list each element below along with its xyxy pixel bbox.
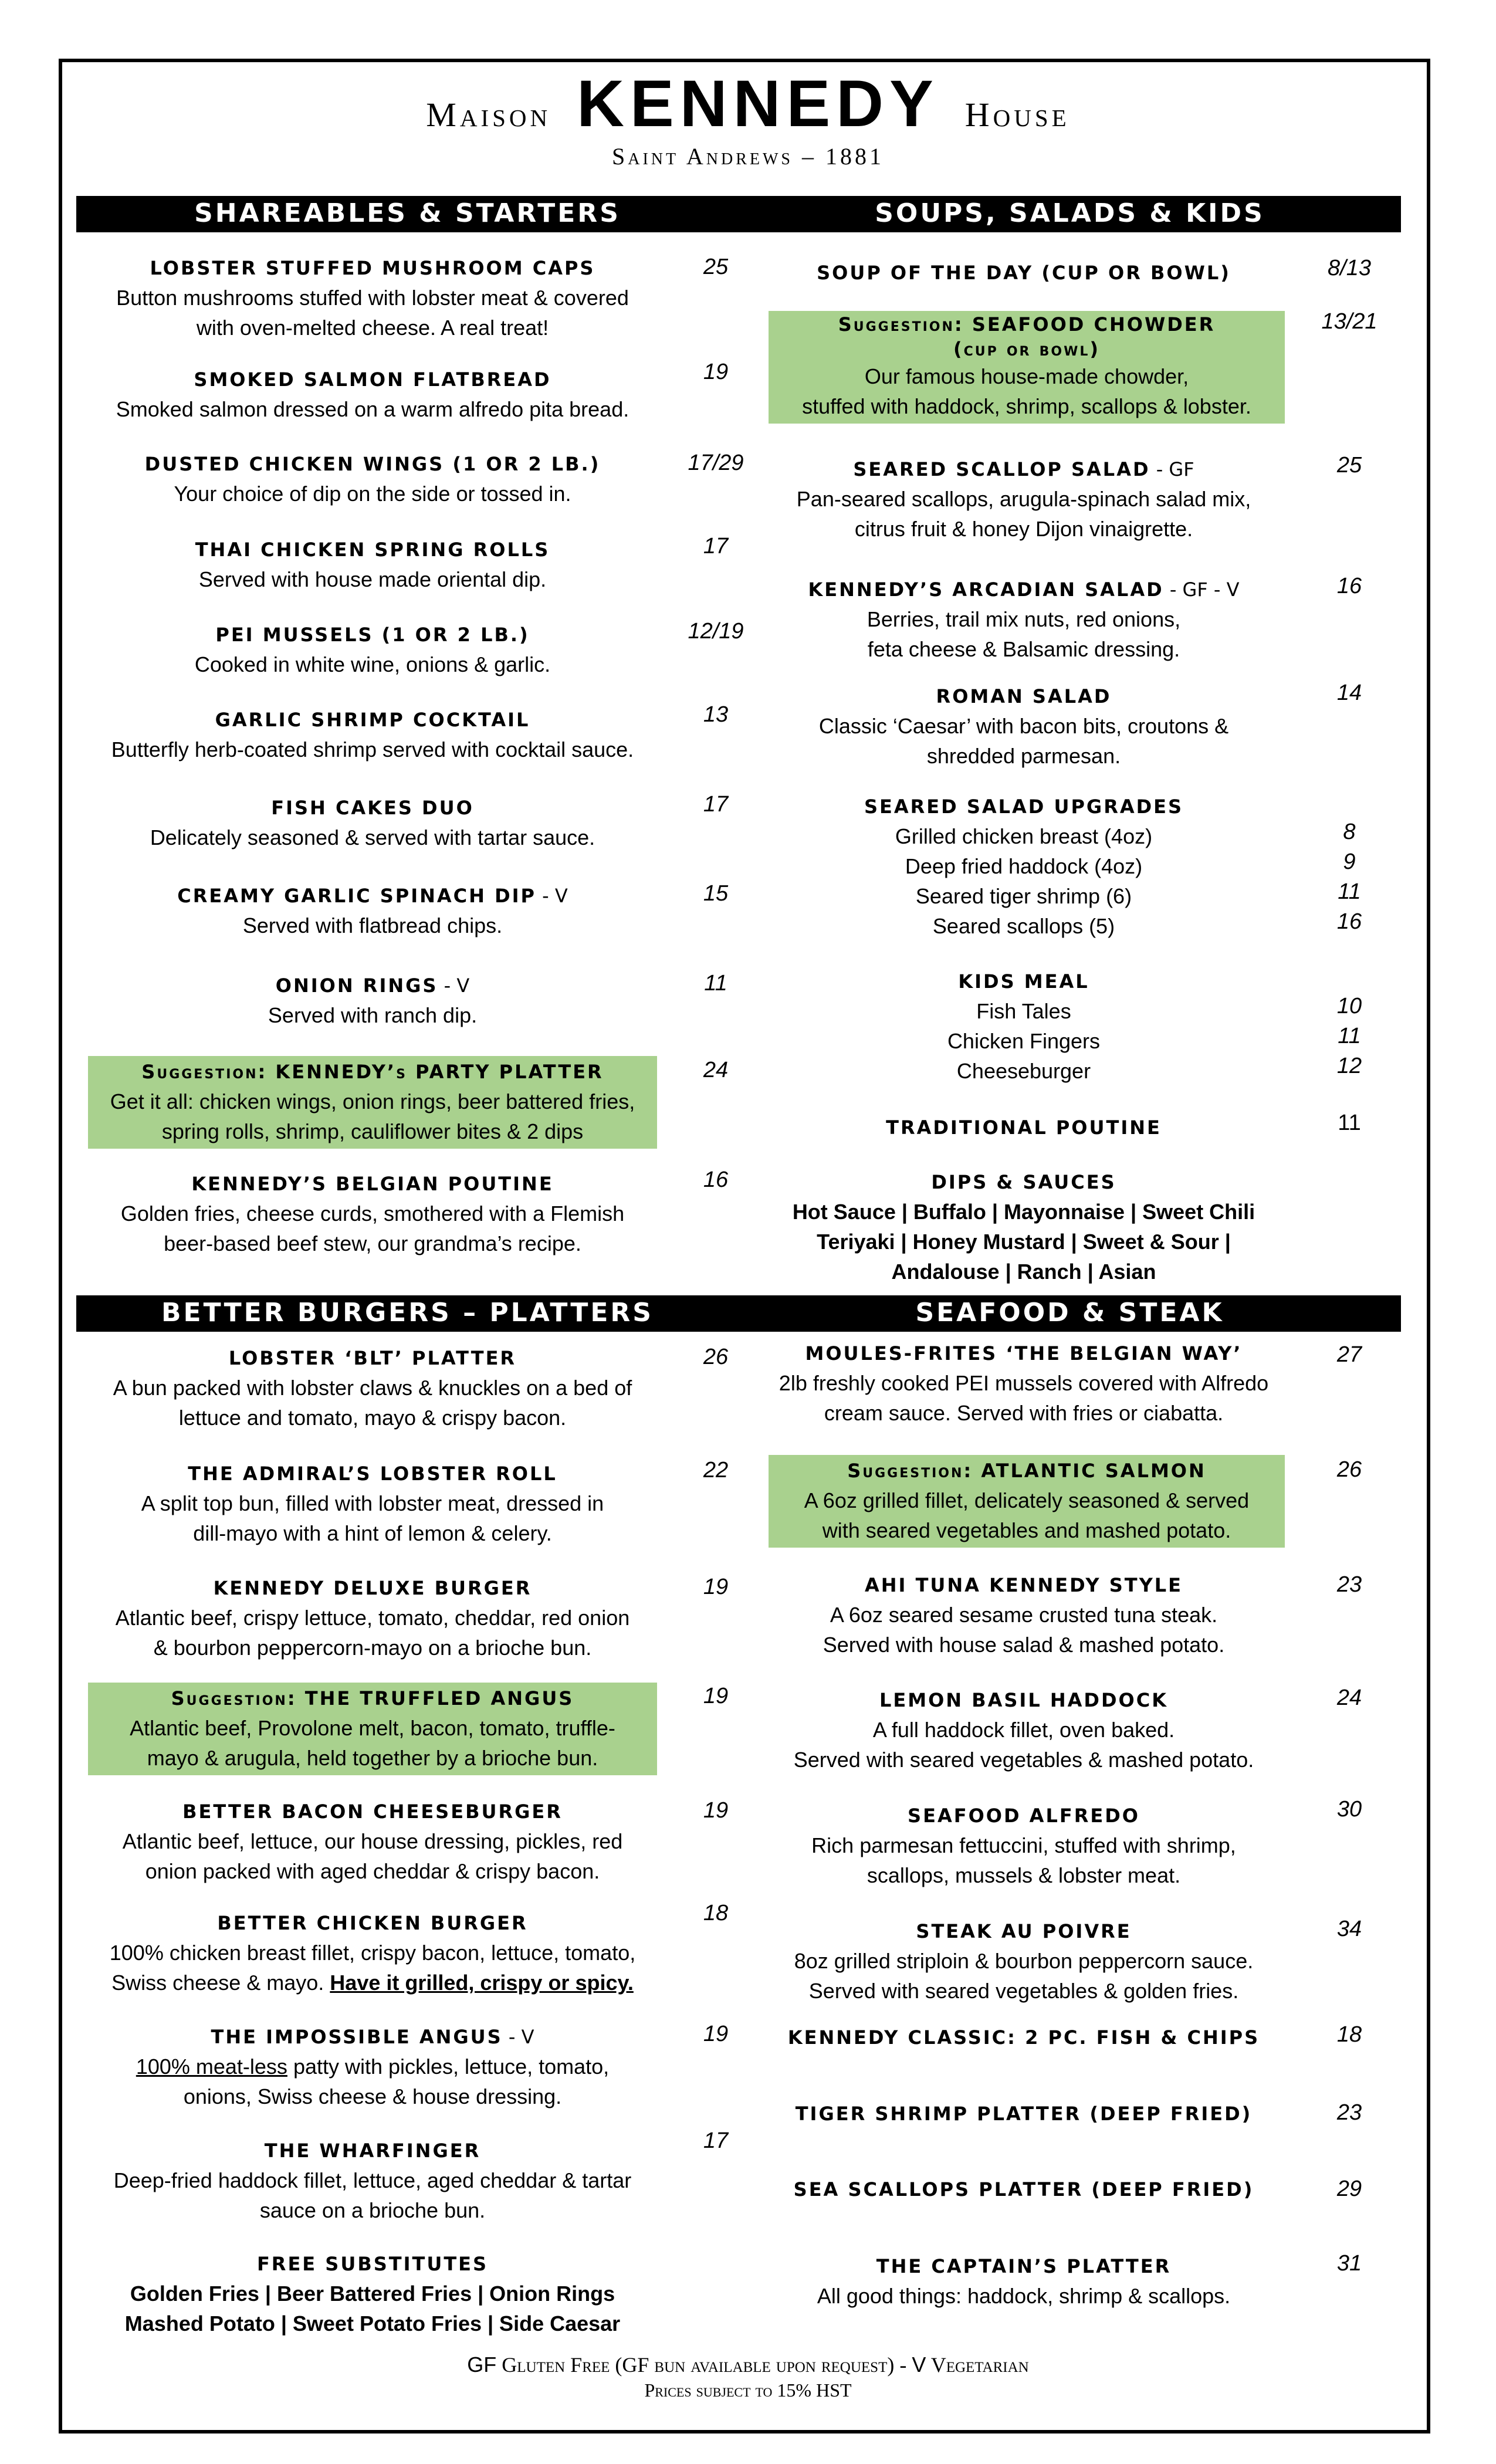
suggestion-truffled-angus: Suggestion: THE TRUFFLED ANGUS Atlantic beef, Provolone melt, bacon, tomato, truffle- mayo & arugula, held together by a brioche bun. [88,1683,657,1775]
menu-item-deluxe-burger: KENNEDY DELUXE BURGER Atlantic beef, crispy lettuce, tomato, cheddar, red onion & bourbon peppercorn-mayo on a brioche bun. [115,1577,630,1660]
section-bar-bottom [76,1295,1401,1332]
price-upgrade-haddock: 9 [1343,849,1356,874]
price-atlantic-salmon: 26 [1336,1457,1362,1482]
price-seafood-chowder: 13/21 [1321,309,1377,334]
price-impossible-angus: 19 [703,2022,729,2046]
menu-item-chicken-burger: BETTER CHICKEN BURGER 100% chicken breast fillet, crispy bacon, lettuce, tomato, Swiss cheese & mayo. Have it grilled, crispy or spicy. [109,1912,636,1995]
price-steak-au-poivre: 34 [1336,1917,1362,1941]
free-substitutes: FREE SUBSTITUTES Golden Fries | Beer Battered Fries | Onion Rings Mashed Potato | Sweet Potato Fries | Side Caesar [124,2253,621,2336]
price-fish-and-chips: 18 [1336,2022,1362,2047]
menu-item-seafood-alfredo: SEAFOOD ALFREDO Rich parmesan fettuccini, stuffed with shrimp, scallops, mussels & lobster meat. [811,1805,1236,1887]
price-roman-salad: 14 [1336,681,1362,705]
price-spring-rolls: 17 [703,534,729,559]
menu-item-fish-and-chips: KENNEDY CLASSIC: 2 PC. FISH & CHIPS [787,2026,1260,2049]
menu-item-ahi-tuna: AHI TUNA KENNEDY STYLE A 6oz seared sesame crusted tuna steak. Served with house salad & mashed potato. [823,1574,1225,1657]
menu-item-scallop-salad: SEARED SCALLOP SALAD - GF Pan-seared scallops, arugula-spinach salad mix, citrus fruit & honey Dijon vinaigrette. [796,458,1251,541]
section-seafood-steak: SEAFOOD & STEAK [915,1298,1224,1328]
menu-item-wharfinger: THE WHARFINGER Deep-fried haddock fillet, lettuce, aged cheddar & tartar sauce on a brioche bun. [113,2140,632,2222]
price-sea-scallops-platter: 29 [1336,2177,1362,2201]
price-upgrade-shrimp: 11 [1338,879,1361,904]
menu-item-impossible-angus: THE IMPOSSIBLE ANGUS - V 100% meat-less patty with pickles, lettuce, tomato, onions, Swiss cheese & house dressing. [136,2026,610,2108]
menu-item-lobster-mushroom: LOBSTER STUFFED MUSHROOM CAPS Button mushrooms stuffed with lobster meat & covered with oven-melted cheese. A real treat! [116,257,629,340]
price-captains-platter: 31 [1336,2251,1362,2276]
price-party-platter: 24 [703,1058,729,1082]
menu-item-onion-rings: ONION RINGS - V Served with ranch dip. [268,974,478,1027]
price-kids-fish-tales: 10 [1336,994,1362,1018]
menu-item-roman-salad: ROMAN SALAD Classic ‘Caesar’ with bacon bits, croutons & shredded parmesan. [818,685,1229,768]
section-bar-top [76,196,1401,232]
menu-item-bacon-cheeseburger: BETTER BACON CHEESEBURGER Atlantic beef, lettuce, our house dressing, pickles, red onion packed with aged cheddar & crispy bacon. [122,1800,623,1883]
price-kids-cheeseburger: 12 [1336,1054,1362,1078]
price-belgian-poutine: 16 [703,1167,729,1192]
menu-item-soup-of-day: SOUP OF THE DAY (CUP OR BOWL) [817,262,1231,284]
price-bacon-cheeseburger: 19 [703,1798,729,1823]
restaurant-title [0,66,1496,140]
price-upgrade-chicken: 8 [1343,820,1356,844]
price-lobster-blt: 26 [703,1345,729,1369]
menu-item-admirals-roll: THE ADMIRAL’S LOBSTER ROLL A split top bun, filled with lobster meat, dressed in dill-mayo with a hint of lemon & celery. [141,1463,604,1545]
menu-item-pei-mussels: PEI MUSSELS (1 OR 2 LB.) Cooked in white wine, onions & garlic. [194,624,551,676]
price-truffled-angus: 19 [703,1684,729,1708]
title-house: House [964,96,1070,134]
subtitle: Saint Andrews – 1881 [611,143,884,170]
menu-item-tiger-shrimp-platter: TIGER SHRIMP PLATTER (DEEP FRIED) [795,2103,1253,2125]
price-ahi-tuna: 23 [1336,1572,1362,1597]
price-traditional-poutine: 11 [1338,1111,1361,1135]
menu-item-sea-scallops-platter: SEA SCALLOPS PLATTER (DEEP FRIED) [793,2178,1254,2201]
suggestion-atlantic-salmon: Suggestion: ATLANTIC SALMON A 6oz grilled fillet, delicately seasoned & served with seared vegetables and mashed potato. [769,1455,1285,1548]
price-spinach-dip: 15 [703,881,729,906]
section-soups-salads-kids: SOUPS, SALADS & KIDS [875,198,1265,228]
price-tiger-shrimp-platter: 23 [1336,2100,1362,2125]
price-chicken-wings: 17/29 [688,451,744,475]
menu-item-chicken-wings: DUSTED CHICKEN WINGS (1 OR 2 LB.) Your choice of dip on the side or tossed in. [144,453,601,506]
menu-item-lemon-basil-haddock: LEMON BASIL HADDOCK A full haddock fillet, oven baked. Served with seared vegetables & mashed potato. [793,1689,1254,1772]
kids-meal: KIDS MEAL Fish Tales Chicken Fingers Cheeseburger [947,970,1101,1083]
price-moules-frites: 27 [1336,1342,1362,1367]
price-chicken-burger: 18 [703,1901,729,1925]
menu-item-steak-au-poivre: STEAK AU POIVRE 8oz grilled striploin & bourbon peppercorn sauce. Served with seared vegetables & golden fries. [794,1920,1254,2003]
menu-item-moules-frites: MOULES-FRITES ‘THE BELGIAN WAY’ 2lb freshly cooked PEI mussels covered with Alfredo cream sauce. Served with fries or ciabatta. [779,1342,1269,1425]
price-arcadian-salad: 16 [1336,574,1362,598]
menu-item-spinach-dip: CREAMY GARLIC SPINACH DIP - V Served with flatbread chips. [177,885,568,937]
title-maison: Maison [426,96,551,134]
price-soup-of-day: 8/13 [1328,256,1371,280]
menu-item-spring-rolls: THAI CHICKEN SPRING ROLLS Served with house made oriental dip. [195,539,550,591]
salad-upgrades: SEARED SALAD UPGRADES Grilled chicken breast (4oz) Deep fried haddock (4oz) Seared tiger shrimp (6) Seared scallops (5) [864,796,1184,938]
price-kids-chicken-fingers: 11 [1338,1024,1361,1048]
price-pei-mussels: 12/19 [688,619,744,644]
price-lemon-basil-haddock: 24 [1336,1685,1362,1710]
dips-sauces: DIPS & SAUCES Hot Sauce | Buffalo | Mayonnaise | Sweet Chili Teriyaki | Honey Mustard | Sweet & Sour | Andalouse | Ranch | Asian [792,1171,1255,1284]
suggestion-party-platter: Suggestion: KENNEDY’s PARTY PLATTER Get it all: chicken wings, onion rings, beer battered fries, spring rolls, shrimp, cauliflower bites & 2 dips [88,1056,657,1149]
price-deluxe-burger: 19 [703,1575,729,1599]
price-upgrade-scallops: 16 [1336,909,1362,934]
price-salmon-flatbread: 19 [703,360,729,384]
section-shareables: SHAREABLES & STARTERS [194,198,621,228]
menu-item-fish-cakes: FISH CAKES DUO Delicately seasoned & served with tartar sauce. [150,797,595,849]
price-wharfinger: 17 [703,2128,729,2153]
price-seafood-alfredo: 30 [1336,1797,1362,1822]
price-admirals-roll: 22 [703,1458,729,1483]
suggestion-seafood-chowder: Suggestion: SEAFOOD CHOWDER (cup or bowl) Our famous house-made chowder, stuffed with haddock, shrimp, scallops & lobster. [769,311,1285,424]
price-scallop-salad: 25 [1336,453,1362,478]
price-fish-cakes: 17 [703,792,729,817]
section-burgers-platters: BETTER BURGERS – PLATTERS [161,1298,654,1328]
price-onion-rings: 11 [704,971,727,996]
menu-item-captains-platter: THE CAPTAIN’S PLATTER All good things: haddock, shrimp & scallops. [817,2255,1231,2308]
price-shrimp-cocktail: 13 [703,702,729,727]
tax-note: Prices subject to 15% HST [644,2380,852,2401]
menu-item-traditional-poutine: TRADITIONAL POUTINE [886,1116,1162,1139]
menu-item-lobster-blt: LOBSTER ‘BLT’ PLATTER A bun packed with lobster claws & knuckles on a bed of lettuce and tomato, mayo & crispy bacon. [113,1347,632,1430]
menu-item-arcadian-salad: KENNEDY’S ARCADIAN SALAD - GF - V Berries, trail mix nuts, red onions, feta cheese & Balsamic dressing. [808,578,1240,661]
legend-note: GF Gluten Free (GF bun available upon request) - V Vegetarian [467,2353,1029,2377]
menu-item-salmon-flatbread: SMOKED SALMON FLATBREAD Smoked salmon dressed on a warm alfredo pita bread. [116,368,629,421]
price-lobster-mushroom: 25 [703,255,729,279]
menu-item-belgian-poutine: KENNEDY’S BELGIAN POUTINE Golden fries, cheese curds, smothered with a Flemish beer-based beef stew, our grandma’s recipe. [120,1173,625,1255]
menu-item-shrimp-cocktail: GARLIC SHRIMP COCKTAIL Butterfly herb-coated shrimp served with cocktail sauce. [111,709,634,761]
title-kennedy: KENNEDY [577,67,939,140]
